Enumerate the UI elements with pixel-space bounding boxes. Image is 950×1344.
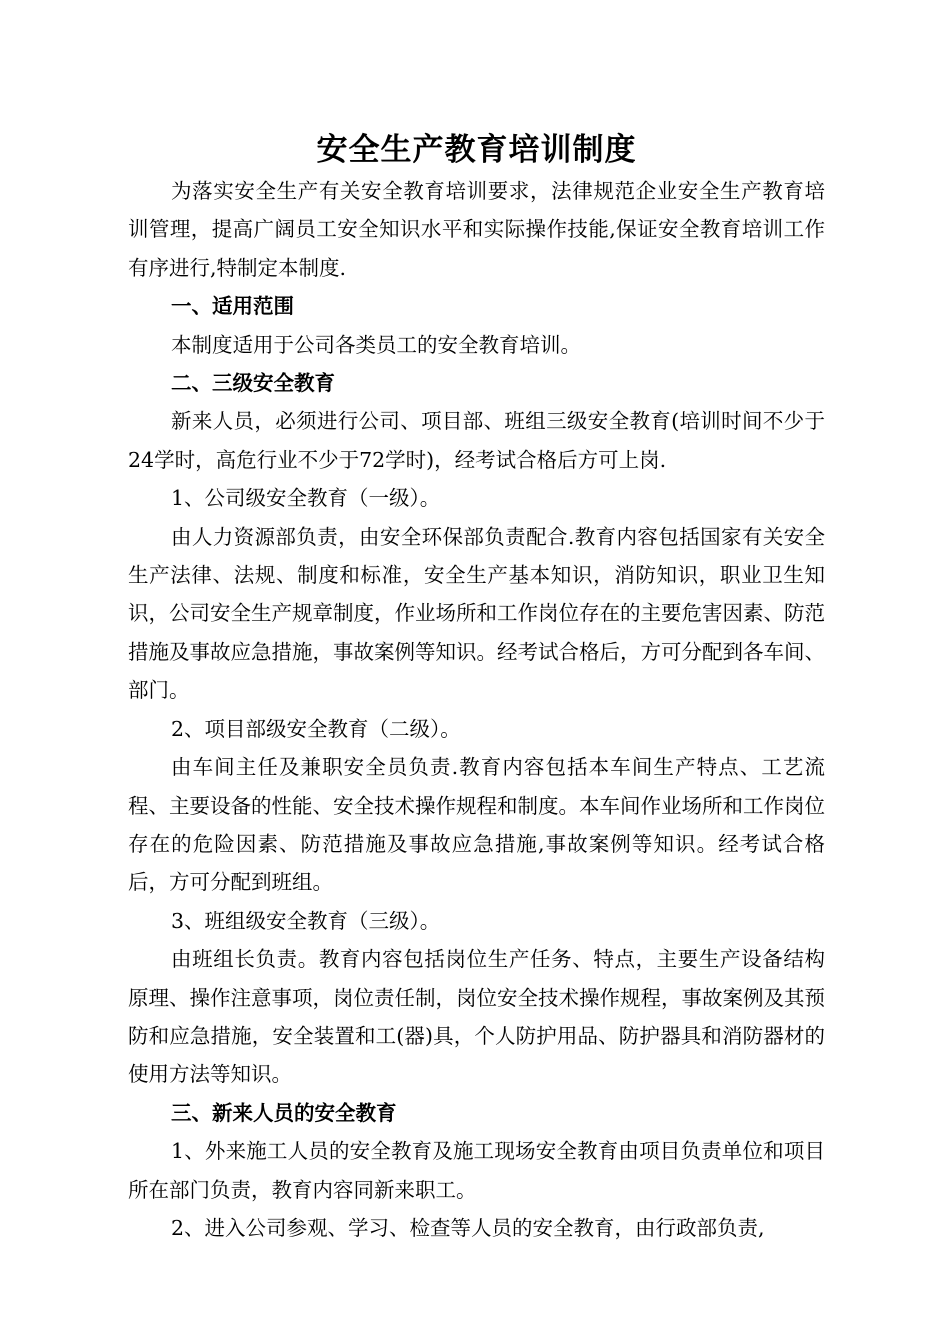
section-heading-three-level-education: 二、三级安全教育 (171, 371, 335, 396)
paragraph-company-level: 由人力资源部负责，由安全环保部负责配合.教育内容包括国家有关安全生产法律、法规、制度和标准，安全生产基本知识，消防知识，职业卫生知识，公司安全生产规章制度，作业场所和工作岗位存在的主要危害因素、防范措施及事故应急措施，事故案例等知识。经考试合格后，方可分配到各车间、部门。 (128, 524, 825, 703)
paragraph-intro: 为落实安全生产有关安全教育培训要求，法律规范企业安全生产教育培训管理，提高广阔员工安全知识水平和实际操作技能,保证安全教育培训工作有序进行,特制定本制度. (128, 179, 825, 280)
paragraph-external-workers: 1、外来施工人员的安全教育及施工现场安全教育由项目负责单位和项目所在部门负责，教育内容同新来职工。 (128, 1139, 825, 1202)
subheading-team-level: 3、班组级安全教育（三级）。 (171, 908, 441, 933)
section-heading-newcomer-education: 三、新来人员的安全教育 (171, 1100, 397, 1125)
paragraph-visitors: 2、进入公司参观、学习、检查等人员的安全教育，由行政部负责, (171, 1215, 765, 1240)
subheading-project-level: 2、项目部级安全教育（二级）。 (171, 716, 461, 741)
paragraph-project-level: 由车间主任及兼职安全员负责.教育内容包括本车间生产特点、工艺流程、主要设备的性能、安全技术操作规程和制度。本车间作业场所和工作岗位存在的危险因素、防范措施及事故应急措施,事故案例等知识。经考试合格后，方可分配到班组。 (128, 755, 825, 895)
section-heading-scope: 一、适用范围 (171, 294, 294, 319)
paragraph-team-level: 由班组长负责。教育内容包括岗位生产任务、特点，主要生产设备结构原理、操作注意事项，岗位责任制，岗位安全技术操作规程，事故案例及其预防和应急措施，安全装置和工(器)具，个人防护用品、防护器具和消防器材的使用方法等知识。 (128, 947, 825, 1087)
paragraph-scope: 本制度适用于公司各类员工的安全教育培训。 (171, 332, 581, 357)
subheading-company-level: 1、公司级安全教育（一级）。 (171, 486, 441, 511)
paragraph-new-staff: 新来人员，必须进行公司、项目部、班组三级安全教育(培训时间不少于24学时，高危行业不少于72学时)，经考试合格后方可上岗. (128, 409, 825, 472)
document-title: 安全生产教育培训制度 (316, 132, 637, 168)
document-page (128, 128, 825, 1247)
